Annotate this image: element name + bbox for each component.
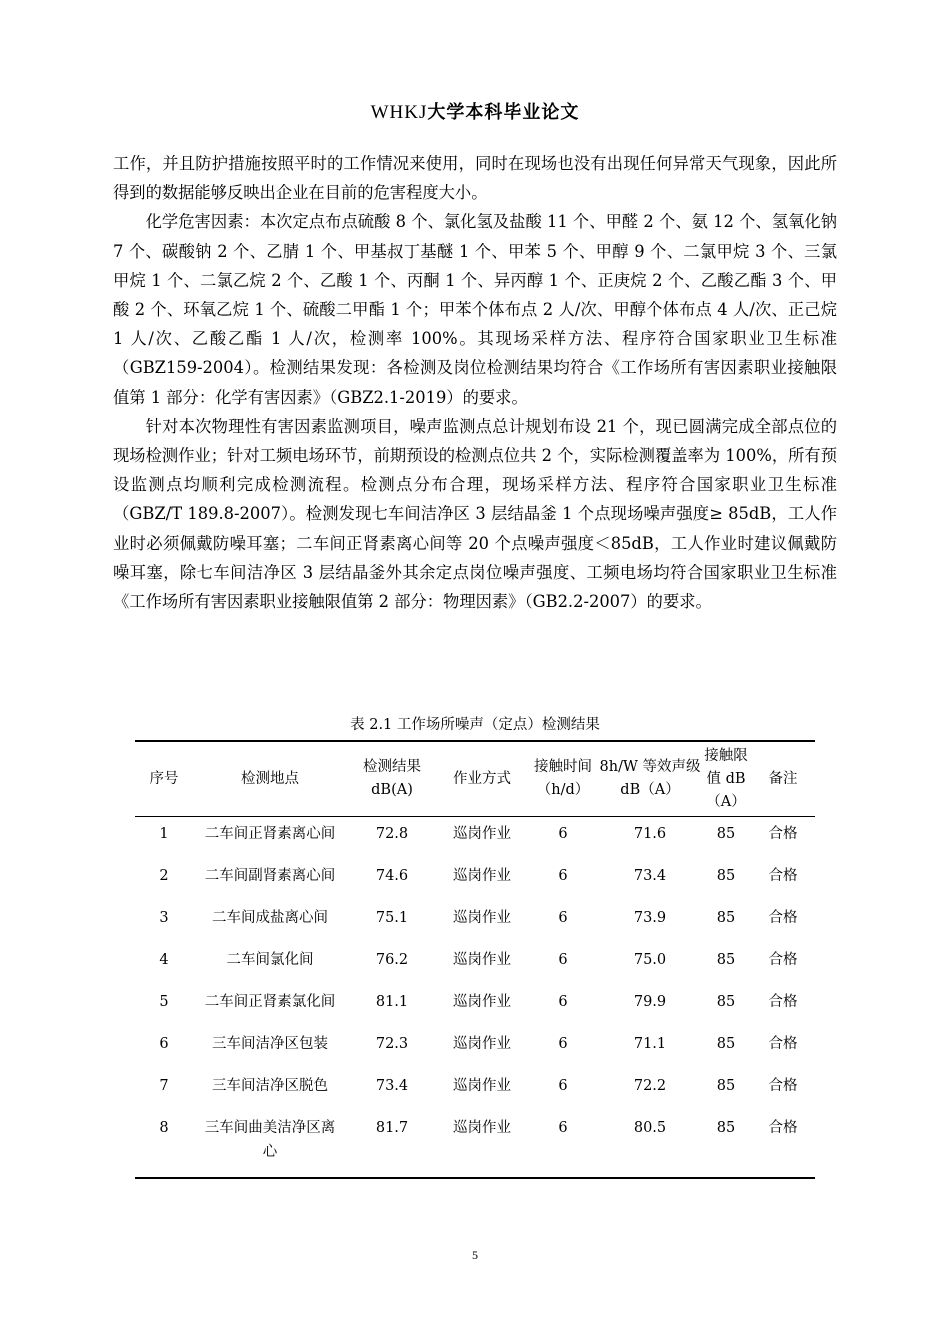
cell-site: 三车间洁净区脱色 [212,1078,328,1094]
header-equiv: 8h/W 等效声级 dB（A） [599,759,701,798]
cell-result: 75.1 [375,910,409,926]
cell-site: 三车间曲美洁净区离心 [204,1120,336,1160]
cell-mode: 巡岗作业 [453,1120,511,1136]
cell-equiv: 71.6 [633,826,667,842]
cell-limit: 85 [716,952,736,968]
cell-remark: 合格 [768,994,798,1010]
header-mode: 作业方式 [453,770,511,787]
cell-remark: 合格 [768,910,798,926]
header-remark: 备注 [768,770,798,787]
cell-equiv: 79.9 [633,994,667,1010]
cell-limit: 85 [716,994,736,1010]
cell-result: 81.1 [375,994,409,1010]
cell-result: 72.3 [375,1036,409,1052]
table-row [135,1027,815,1069]
cell-result: 74.6 [375,868,409,884]
body-text [113,149,837,616]
table-row [135,901,815,943]
header-result: 检测结果 dB(A) [363,759,421,798]
cell-limit: 85 [716,826,736,842]
header-time: 接触时间 （h/d） [534,759,592,798]
cell-remark: 合格 [768,1120,798,1136]
cell-result: 72.8 [375,826,409,842]
cell-remark: 合格 [768,1078,798,1094]
cell-site: 二车间正肾素离心间 [204,826,336,842]
cell-mode: 巡岗作业 [453,1036,511,1052]
cell-no: 7 [159,1078,169,1094]
cell-time: 6 [558,952,568,968]
cell-limit: 85 [716,1120,736,1136]
cell-limit: 85 [716,1036,736,1052]
cell-site: 三车间洁净区包装 [212,1036,328,1052]
table-row [135,817,815,860]
paragraph: 化学危害因素：本次定点布点硫酸 8 个、氯化氢及盐酸 11 个、甲醛 2 个、氨 12 个、氢氧化钠 7 个、碳酸钠 2 个、乙腈 1 个、甲基叔丁基醚 1 个、甲苯 5 个、甲醇 9 个、二氯甲烷 3 个、三氯甲烷 1 个、二氯乙烷 2 个、乙酸 1 个、丙酮 1 个、异丙醇 1 个、正庚烷 2 个、乙酸乙酯 3 个、甲酸 2 个、环氧乙烷 1 个、硫酸二甲酯 1 个；甲苯个体布点 2 人/次、甲醇个体布点 4 人/次、正己烷 1 人/次、乙酸乙酯 1 人/次，检测率 100%。其现场采样方法、程序符合国家职业卫生标准（GBZ159-2004）。检测结果发现：各检测及岗位检测结果均符合《工作场所有害因素职业接触限值第 1 部分：化学有害因素》（GBZ2.1-2019）的要求。 [113,212,837,407]
header-code: WHKJ [370,102,428,123]
cell-equiv: 72.2 [633,1078,667,1094]
cell-mode: 巡岗作业 [453,952,511,968]
table-row [135,1111,815,1178]
cell-no: 8 [159,1120,169,1136]
paragraph: 针对本次物理性有害因素监测项目，噪声监测点总计规划布设 21 个，现已圆满完成全部点位的现场检测作业；针对工频电场环节，前期预设的检测点位共 2 个，实际检测覆盖率为 100%，所有预设监测点均顺利完成检测流程。检测点分布合理，现场采样方法、程序符合国家职业卫生标准（GBZ/T 189.8-2007）。检测发现七车间洁净区 3 层结晶釜 1 个点现场噪声强度≥ 85dB，工人作业时必须佩戴防噪耳塞；二车间正肾素离心间等 20 个点噪声强度＜85dB，工人作业时建议佩戴防噪耳塞，除七车间洁净区 3 层结晶釜外其余定点岗位噪声强度、工频电场均符合国家职业卫生标准《工作场所有害因素职业接触限值第 2 部分：物理因素》（GB2.2-2007）的要求。 [113,416,837,612]
page-header [0,98,950,124]
cell-remark: 合格 [768,826,798,842]
table-row [135,943,815,985]
cell-time: 6 [558,868,568,884]
header-site: 检测地点 [241,770,299,787]
table-header-row [135,741,815,817]
cell-site: 二车间氯化间 [226,952,314,968]
cell-site: 二车间副肾素离心间 [204,868,336,884]
table-caption: 表 2.1 工作场所噪声（定点）检测结果 [350,717,600,733]
cell-time: 6 [558,826,568,842]
cell-no: 4 [159,952,169,968]
cell-remark: 合格 [768,952,798,968]
cell-mode: 巡岗作业 [453,826,511,842]
cell-limit: 85 [716,910,736,926]
cell-equiv: 73.9 [633,910,667,926]
cell-site: 二车间正肾素氯化间 [204,994,336,1010]
cell-no: 2 [159,868,169,884]
noise-results-table [135,740,815,1179]
cell-no: 6 [159,1036,169,1052]
cell-limit: 85 [716,868,736,884]
page-number: 5 [472,1248,478,1262]
cell-equiv: 71.1 [633,1036,667,1052]
cell-time: 6 [558,910,568,926]
cell-site: 二车间成盐离心间 [212,910,328,926]
table-row [135,1069,815,1111]
cell-result: 76.2 [375,952,409,968]
cell-mode: 巡岗作业 [453,1078,511,1094]
table-row [135,985,815,1027]
paragraph: 工作，并且防护措施按照平时的工作情况来使用，同时在现场也没有出现任何异常天气现象，因此所得到的数据能够反映出企业在目前的危害程度大小。 [113,154,837,203]
cell-no: 3 [159,910,169,926]
cell-time: 6 [558,1120,568,1136]
cell-equiv: 75.0 [633,952,667,968]
cell-no: 1 [159,826,169,842]
header-limit: 接触限值 dB （A） [704,747,748,810]
table-row [135,859,815,901]
header-title: 大学本科毕业论文 [427,102,580,123]
cell-mode: 巡岗作业 [453,910,511,926]
cell-time: 6 [558,1078,568,1094]
cell-mode: 巡岗作业 [453,994,511,1010]
header-no: 序号 [149,770,179,787]
cell-no: 5 [159,994,169,1010]
cell-result: 73.4 [375,1078,409,1094]
cell-limit: 85 [716,1078,736,1094]
cell-time: 6 [558,1036,568,1052]
cell-mode: 巡岗作业 [453,868,511,884]
cell-remark: 合格 [768,1036,798,1052]
cell-time: 6 [558,994,568,1010]
cell-equiv: 80.5 [633,1120,667,1136]
cell-equiv: 73.4 [633,868,667,884]
cell-result: 81.7 [375,1120,409,1136]
cell-remark: 合格 [768,868,798,884]
